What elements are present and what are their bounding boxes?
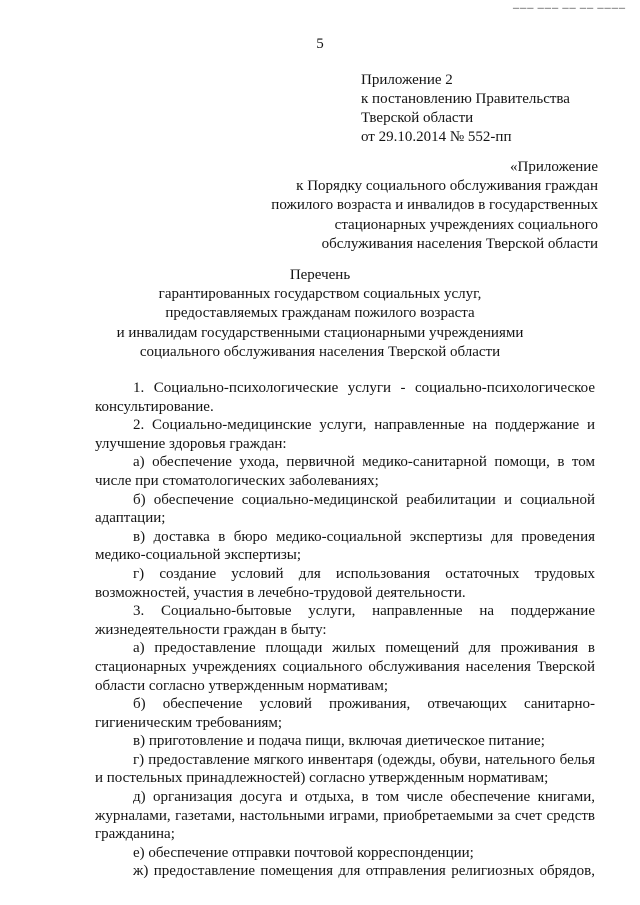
title-line: Перечень [289,267,351,283]
paragraph: 1. Социально-психологические услуги - социально-психологическое консультирование. [95,380,595,415]
paragraph: е) обеспечение отправки почтовой корреспонденции; [133,844,474,861]
paragraph: б) обеспечение социально-медицинской реабилитации и социальной адаптации; [95,491,595,527]
reference-line: к Порядку социального обслуживания граждан [296,178,598,195]
title-line: социального обслуживания населения Тверской области [139,343,501,360]
title-line: и инвалидам государственными стационарными учреждениями [116,324,524,341]
appendix-line: от 29.10.2014 № 552-пп [361,129,512,145]
paragraph: в) доставка в бюро медико-социальной экспертизы для проведения медико-социальной экспертизы; [95,528,595,564]
appendix-line: Приложение 2 [361,72,453,88]
scan-header-mark: ▁▁▁ ▁▁▁ ▁▁ ▁▁ ▁▁▁▁ [512,0,626,9]
document-body [95,379,595,881]
paragraph: а) предоставление площади жилых помещений для проживания в стационарных учреждениях социального обслуживания населения Тверской области согласно утвержденным нормативам; [95,640,595,694]
title-line: гарантированных государством социальных услуг, [158,286,482,303]
reference-line: пожилого возраста и инвалидов в государственных [271,197,598,214]
appendix-block [361,71,570,147]
appendix-line: Тверской области [361,110,474,126]
paragraph: 3. Социально-бытовые услуги, направленные на поддержание жизнедеятельности граждан в быту: [95,603,595,638]
document-title [0,266,640,362]
paragraph: в) приготовление и подача пищи, включая диетическое питание; [133,733,545,750]
paragraph: г) предоставление мягкого инвентаря (одежды, обуви, нательного белья и постельных принадлежностей) согласно утвержденным нормативам; [95,751,595,787]
paragraph: г) создание условий для использования остаточных трудовых возможностей, участия в лечебно-трудовой деятельности. [95,565,595,601]
reference-line: обслуживания населения Тверской области [321,235,598,252]
reference-block [271,158,598,254]
paragraph: а) обеспечение ухода, первичной медико-санитарной помощи, в том числе при стоматологических заболеваниях; [95,454,595,489]
appendix-line: к постановлению Правительства [361,91,570,107]
reference-line: «Приложение [509,159,598,175]
page-number: 5 [316,36,324,52]
paragraph: 2. Социально-медицинские услуги, направленные на поддержание и улучшение здоровья граждан: [95,417,595,452]
reference-line: стационарных учреждениях социального [334,216,598,233]
paragraph: ж) предоставление помещения для отправления религиозных обрядов, [133,863,595,880]
paragraph: б) обеспечение условий проживания, отвечающих санитарно-гигиеническим требованиям; [95,696,595,731]
title-line: предоставляемых гражданам пожилого возраста [165,305,475,322]
paragraph: д) организация досуга и отдыха, в том числе обеспечение книгами, журналами, газетами, настольными играми, приобретаемыми за счет средств гражданина; [95,789,595,843]
